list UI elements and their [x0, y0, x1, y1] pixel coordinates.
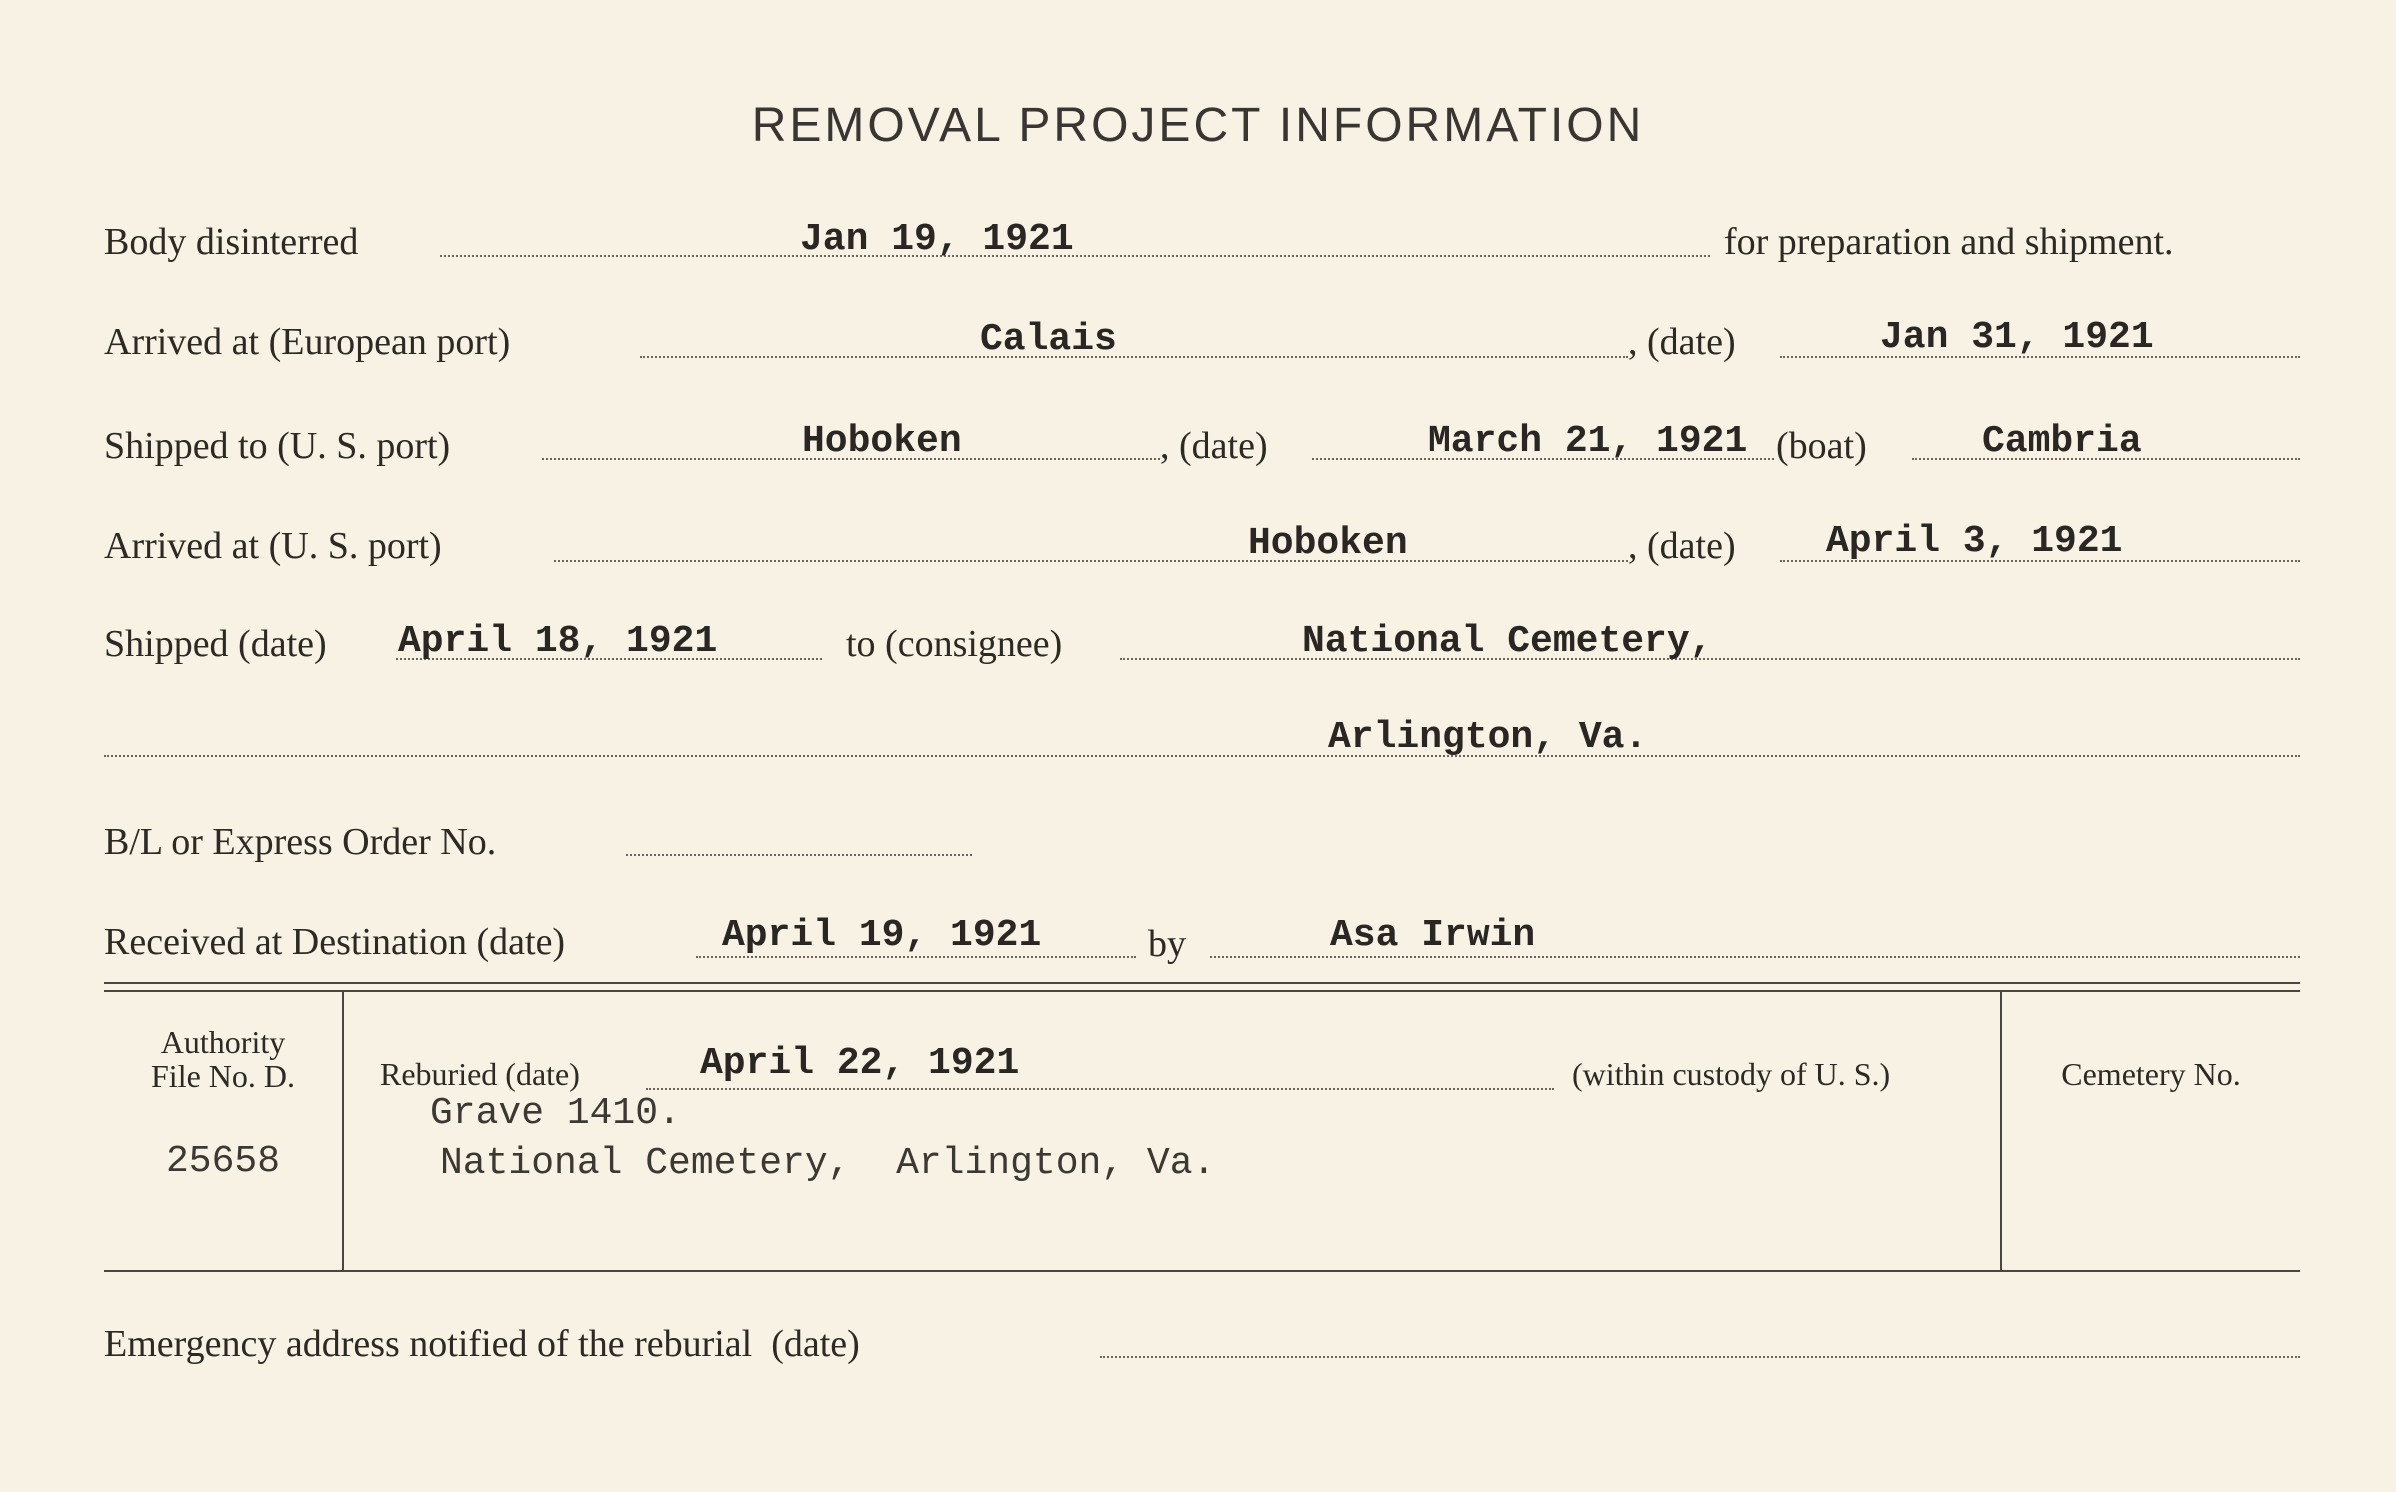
grave-number: Grave 1410. — [430, 1092, 681, 1135]
box-bottom-rule — [104, 1270, 2300, 1272]
shipped-us-port: Hoboken — [802, 420, 962, 463]
consignee-label: to (consignee) — [846, 623, 1063, 665]
body-disinterred-label: Body disinterred — [104, 221, 359, 263]
shipped-date-label: Shipped (date) — [104, 623, 327, 665]
arrived-european-date: Jan 31, 1921 — [1880, 316, 2154, 359]
shipped-date: April 18, 1921 — [398, 620, 718, 663]
shipped-us-label: Shipped to (U. S. port) — [104, 425, 451, 467]
custody-note: (within custody of U. S.) — [1572, 1056, 1891, 1092]
received-by-label: by — [1148, 923, 1186, 965]
body-disinterred-line — [440, 255, 1710, 257]
received-by: Asa Irwin — [1330, 914, 1536, 957]
consignee-name: National Cemetery, — [1302, 620, 1713, 663]
body-disinterred-date: Jan 19, 1921 — [800, 218, 1074, 261]
authority-label-1: Authority — [160, 1024, 286, 1060]
shipped-us-boat-label: (boat) — [1776, 425, 1867, 467]
arrived-european-label: Arrived at (European port) — [104, 321, 511, 363]
body-disinterred-suffix: for preparation and shipment. — [1724, 221, 2174, 263]
reburied-date-line — [646, 1088, 1554, 1090]
shipped-us-boat: Cambria — [1982, 420, 2142, 463]
arrived-us-date-label: , (date) — [1628, 525, 1736, 567]
authority-file-number: 25658 — [165, 1140, 281, 1183]
emergency-label: Emergency address notified of the reburial (date) — [104, 1323, 860, 1365]
bl-order-label: B/L or Express Order No. — [104, 821, 497, 863]
reburied-date: April 22, 1921 — [700, 1042, 1020, 1085]
arrived-european-port-line — [640, 356, 1628, 358]
arrived-european-port: Calais — [980, 318, 1117, 361]
cemetery-no-label: Cemetery No. — [2061, 1056, 2241, 1092]
card-title: REMOVAL PROJECT INFORMATION — [751, 99, 1645, 152]
consignee-line-2 — [104, 755, 2300, 757]
box-divider-right — [2000, 992, 2002, 1270]
box-top-rule-2 — [104, 990, 2300, 992]
arrived-us-label: Arrived at (U. S. port) — [104, 525, 442, 567]
bl-order-line — [626, 854, 972, 856]
arrived-us-date: April 3, 1921 — [1826, 520, 2123, 563]
authority-label-2: File No. D. — [151, 1058, 295, 1094]
box-top-rule-1 — [104, 982, 2300, 984]
shipped-us-date-label: , (date) — [1160, 425, 1268, 467]
received-date: April 19, 1921 — [722, 914, 1042, 957]
consignee-location: Arlington, Va. — [1328, 716, 1648, 759]
box-divider-left — [342, 992, 344, 1270]
arrived-european-date-label: , (date) — [1628, 321, 1736, 363]
emergency-date-line — [1100, 1356, 2300, 1358]
received-label: Received at Destination (date) — [104, 921, 566, 963]
reburial-location: National Cemetery, Arlington, Va. — [440, 1142, 1216, 1185]
arrived-us-port: Hoboken — [1248, 522, 1408, 565]
shipped-us-date: March 21, 1921 — [1428, 420, 1748, 463]
reburied-label: Reburied (date) — [380, 1056, 580, 1092]
arrived-us-port-line — [554, 560, 1628, 562]
